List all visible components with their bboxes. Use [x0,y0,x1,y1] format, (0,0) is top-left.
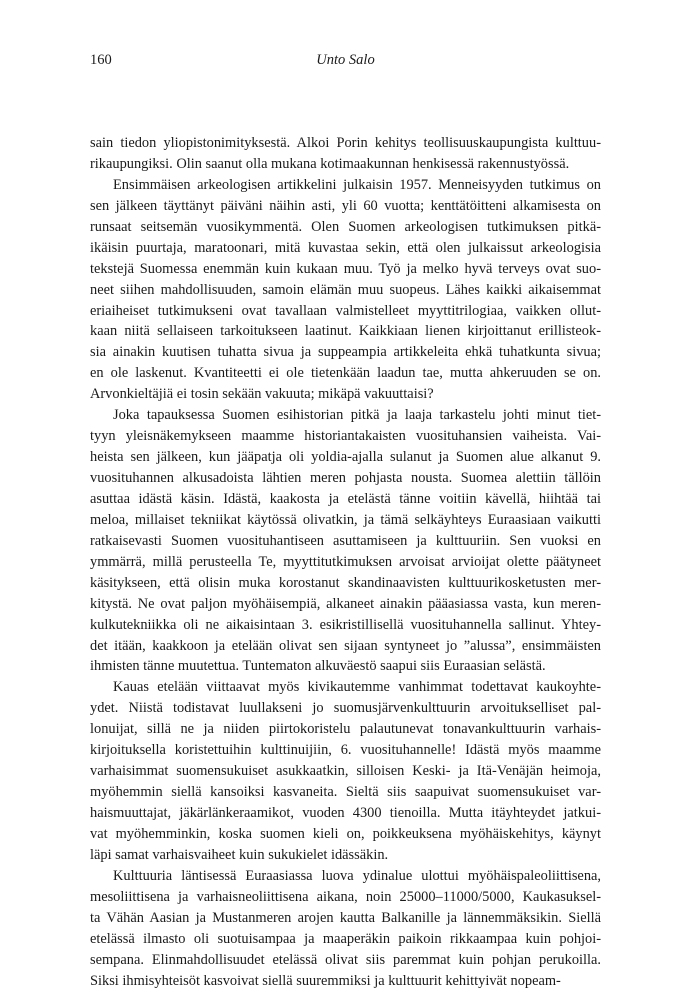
text-line: varhaisimmat suomensukuiset asukkaatkin, silloisen Keski- ja Itä-Venäjän heimoja, [90,763,601,780]
paragraph [90,175,601,405]
text-line: ikäisin puurtaja, maratoonari, mitä kuvastaa sekin, että olen julkaissut arkeologisia [90,239,601,256]
text-line: etelässä ilmasto oli suotuisampaa ja maaperäkin paikoin rikkaampaa kuin pohjoi- [90,930,601,947]
text-line: kaan niitä sellaiseen tarkoitukseen laatinut. Kaikkiaan lienen kirjoittanut erillisteok- [90,323,601,340]
page-header [90,52,601,72]
text-line: myöhemmin siellä kansoiksi kasvaneita. Sieltä siis saapuivat suomensukuiset var- [90,784,601,801]
text-line: ydet. Niistä todistavat luullakseni jo suomusjärvenkulttuurin arvoitukselliset pal- [90,700,601,717]
text-line: Kulttuuria läntisessä Euraasiassa luova ydinalue ulottui myöhäispaleoliittisena, [113,867,601,884]
paragraph [90,677,601,865]
text-line: sen jälkeen täyttänyt päiväni näihin asti, yli 60 vuotta; kenttätöitteni alkamisesta on [90,197,601,214]
page-number: 160 [90,52,112,68]
paragraph [90,133,601,175]
text-line: Siksi ihmisyhteisöt kasvoivat siellä suuremmiksi ja kulttuurit kehittyivät nopeam- [90,972,561,989]
text-line: sia ainakin kuutisen tuhatta sivua ja suppeampia artikkeleita ehkä tuhatkunta sivua; [90,344,601,361]
text-line: meloa, millaiset tekniikat käytössä olivatkin, ja tämä selkäyhteys Euraasiaan vaikutti [90,511,601,528]
text-line: heista sen jälkeen, kun jääpatja oli yoldia-ajalla sulanut ja Suomen alue alkanut 9. [90,449,601,466]
text-line: det itään, kaakkoon ja etelään olivat sen sijaan syntyneet jo ”alussa”, ensimmäisten [90,637,601,654]
text-line: käsitykseen, että olisin muka korostanut skandinaavisten kulttuurikosketusten mer- [90,574,601,591]
text-line: ihmisten tänne muutettua. Tuntematon alkuväestö saapui siis Euraasian selästä. [90,658,546,675]
text-line: sempana. Elinmahdollisuudet etelässä olivat siis paremmat kuin pohjan perukoilla. [90,951,601,968]
text-line: ymmärrä, millä perusteella Te, myyttitutkimuksen arvoisat arvioijat olette päätyneet [90,553,601,570]
text-line: en ole laskenut. Kvantiteetti ei ole tietenkään laadun tae, mutta ahkeruuden se on. [90,365,601,382]
paragraph [90,405,601,677]
text-line: kulkutekniikka oli ne aikaisintaan 3. esikristillisellä vuosituhannella sallinut. Yhtey- [90,616,601,633]
text-line: eriaiheiset tutkimukseni ovat tavallaan valmistelleet myyttitrilogiaa, vaikken ollut- [90,302,601,319]
text-line: sain tiedon yliopistonimityksestä. Alkoi Porin kehitys teollisuuskaupungista kulttuu- [90,135,601,151]
text-line: rikaupungiksi. Olin saanut olla mukana kotimaakunnan henkisessä rakennustyössä. [90,155,570,172]
text-line: kirjoituksella koristettuihin kulttinuijiin, 6. vuosituhannelle! Idästä myös maamme [90,742,601,759]
text-line: läpi samat varhaisvaiheet kuin sukukielet idässäkin. [90,846,389,863]
text-line: lonuijat, sillä ne ja niiden piirtokoristelu palautunevat tonavankulttuurin varhais- [90,721,601,738]
text-line: Joka tapauksessa Suomen esihistorian pitkä ja laaja tarkastelu johti minut tiet- [113,407,601,424]
text-line: tyyn yleisnäkemykseen maamme historiantakaisten vuosituhansien vaiheista. Vai- [90,428,601,445]
text-line: mesoliittisena ja varhaisneoliittisena aikana, noin 25000–11000/5000, Kaukasuksel- [90,888,601,905]
text-line: vuosituhannen alkusadoista lähtien meren pohjasta nousta. Suomea alettiin tällöin [90,470,601,486]
text-line: Arvonkieltäjiä ei tosin sekään vakuuta; mikäpä vakuuttaisi? [90,386,434,403]
text-line: runsaat seitsemän vuosikymmentä. Olen Suomen arkeologisen tutkimuksen pitkä- [90,218,601,235]
text-line: Kauas etelään viittaavat myös kivikautemme vanhimmat todettavat kaukoyhte- [113,679,601,696]
running-head-author: Unto Salo [316,52,375,68]
text-line: asuttaa idästä käsin. Idästä, kaakosta ja etelästä tänne voitiin kävellä, hiihtää tai [90,490,601,507]
text-line: tekstejä Suomessa enemmän kuin kukaan muu. Työ ja melko hyvä terveys ovat suo- [90,260,601,277]
paragraph [90,866,601,992]
body-text [90,133,601,991]
text-line: kitystä. Ne ovat paljon myöhäisempiä, alkaneet ainakin pääasiassa vasta, kun meren- [90,595,601,612]
text-line: ratkaisevasti Suomen vuosituhantiseen asuttamiseen ja kulttuuriin. Sen vuoksi en [90,532,601,549]
text-line: haismuuttajat, jäkärlänkeraamikot, vuoden 4300 tienoilla. Mutta itäyhteydet jatkui- [90,805,601,821]
text-line: neet siihen mahdollisuuden, samoin elämän muu suopeus. Lähes kaikki aikaisemmat [90,281,601,298]
text-line: Ensimmäisen arkeologisen artikkelini julkaisin 1957. Menneisyyden tutkimus on [113,176,601,193]
text-line: vat myöhemminkin, koska suomen kieli on, poikkeuksena myöhäiskehitys, käynyt [90,825,601,842]
text-line: ta Vähän Aasian ja Mustanmeren arojen kautta Balkanille ja lännemmäksikin. Siellä [90,909,601,926]
